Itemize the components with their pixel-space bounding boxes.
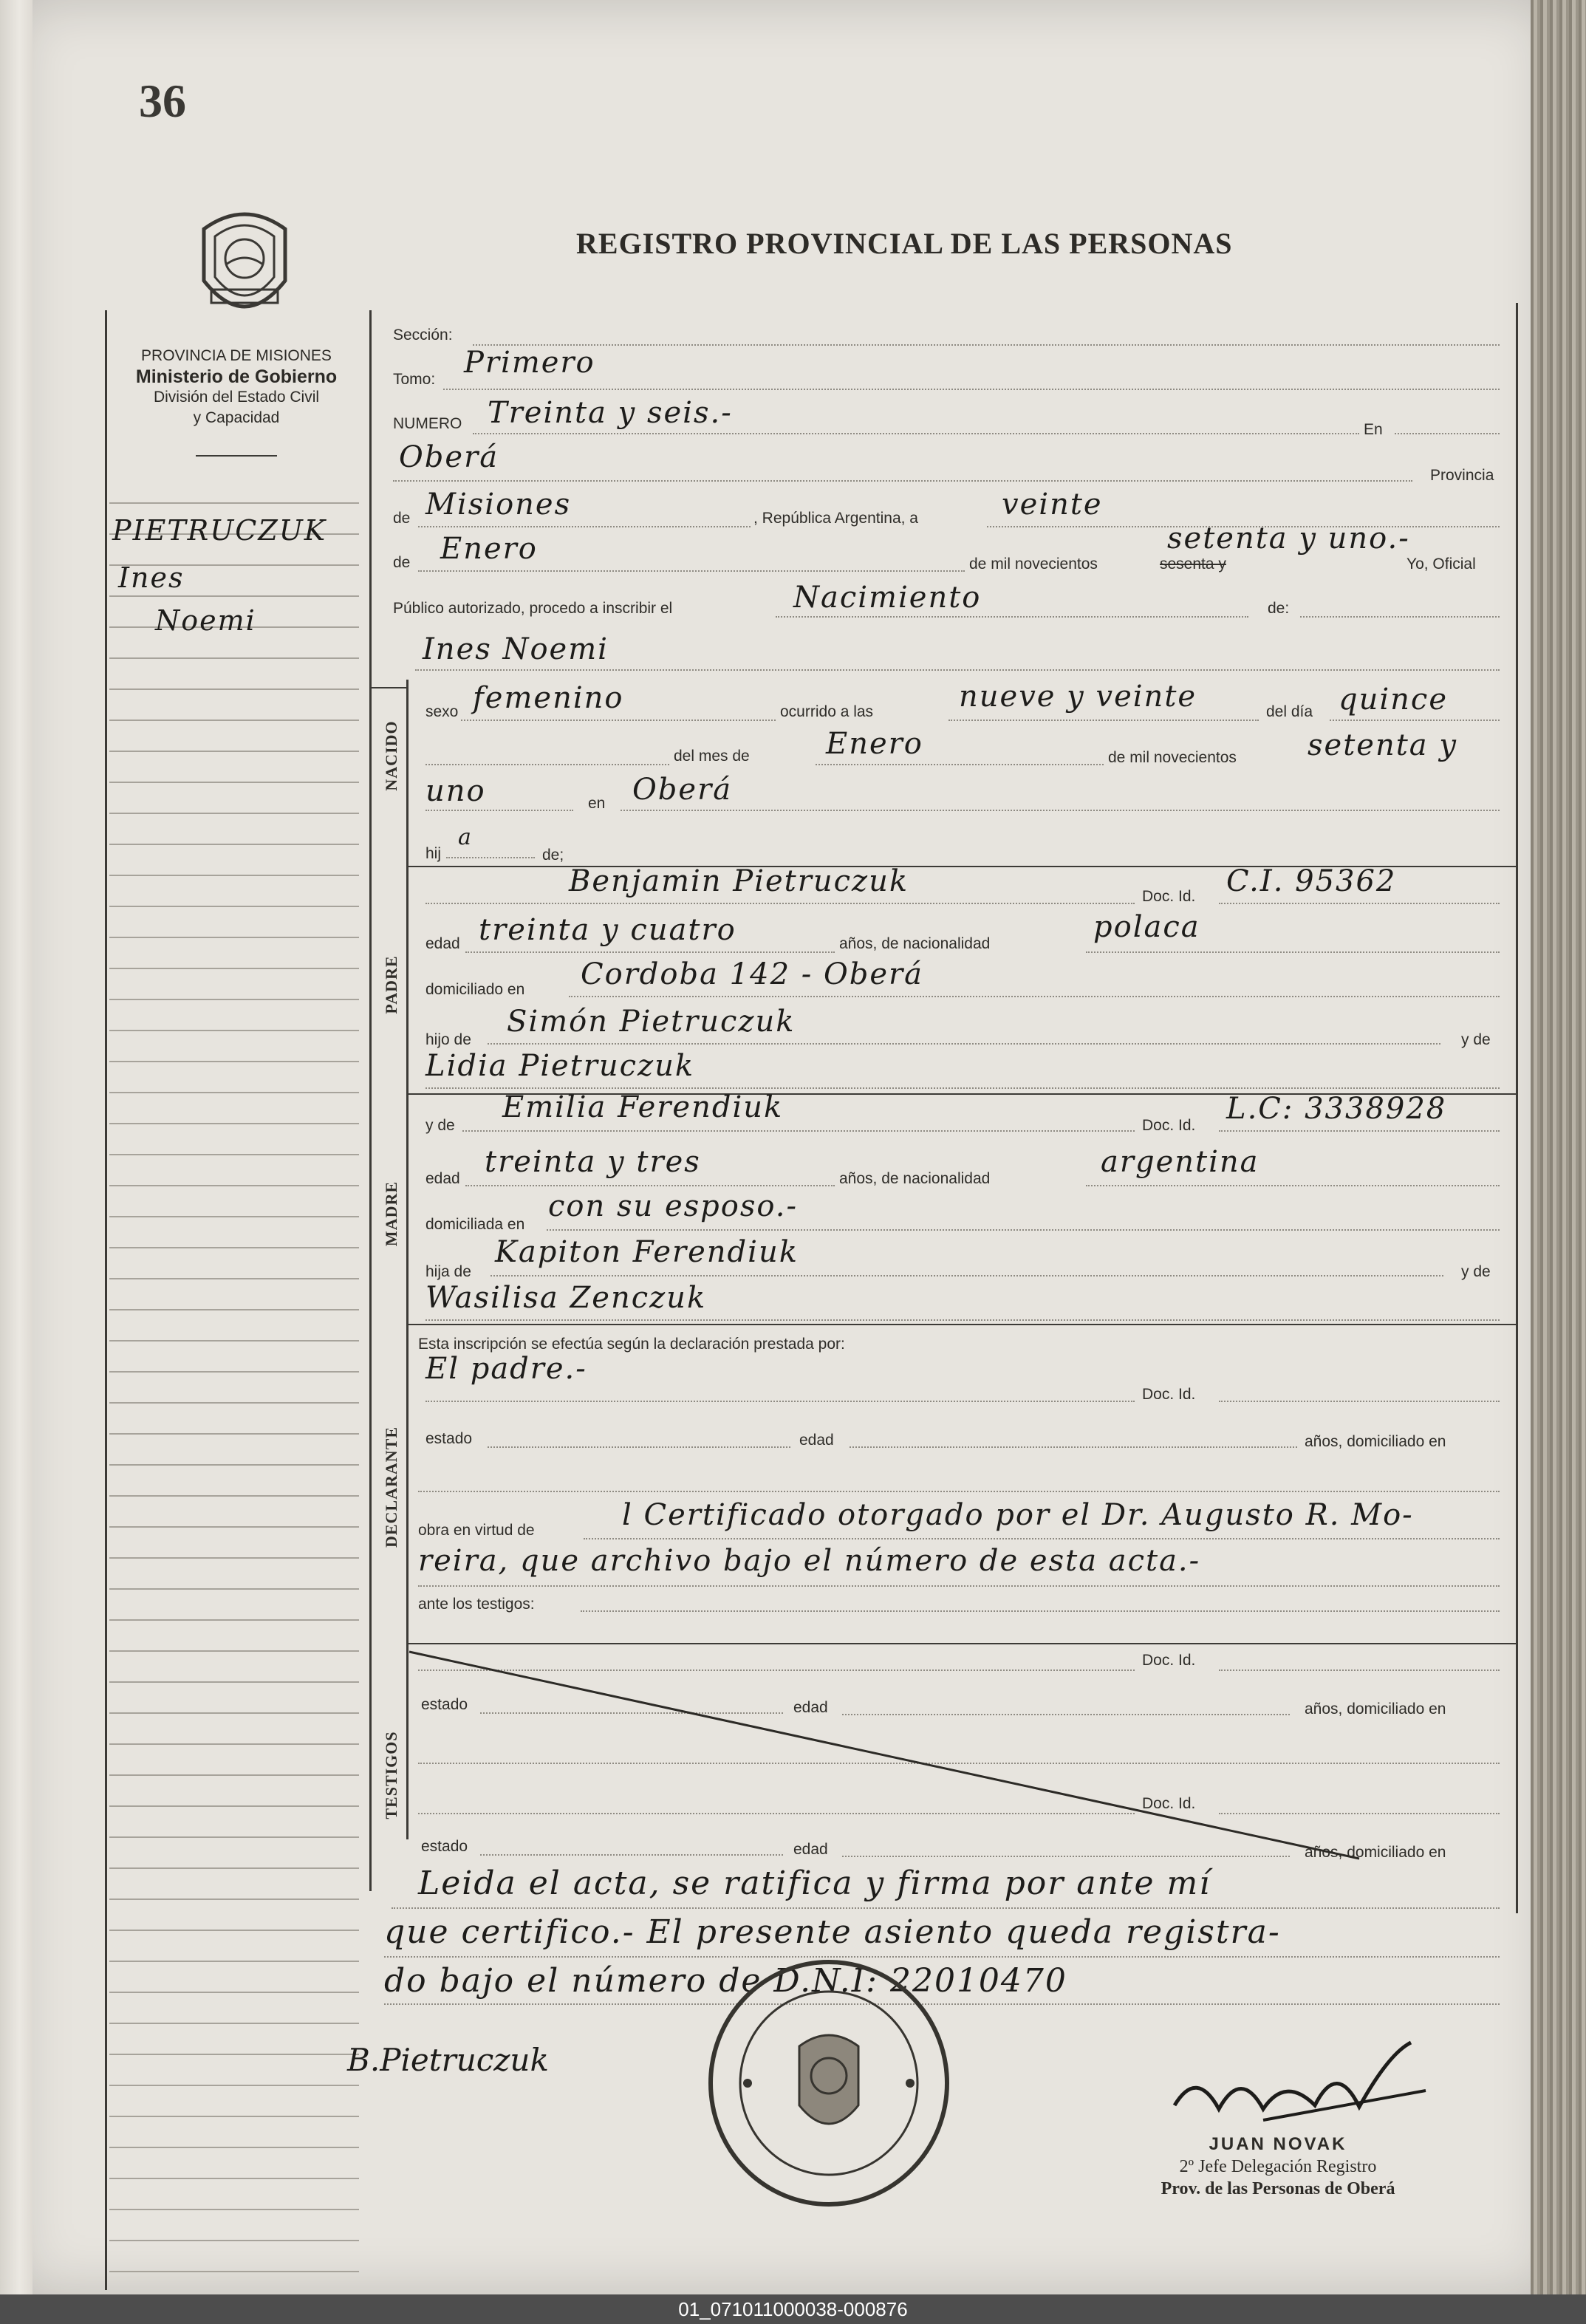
sexo-label: sexo [425,703,459,720]
margin-rule [109,1495,359,1497]
en-line [1395,433,1500,434]
margin-rule [109,502,359,504]
madre-edad-value: treinta y tres [485,1145,701,1179]
padre-dom-label: domiciliado en [425,981,525,998]
section-divider-3 [408,1324,1516,1325]
padre-doc-value: C.I. 95362 [1226,864,1397,898]
margin-rule [109,1836,359,1838]
margin-rule [109,2085,359,2086]
padre-yde-label: y de [1461,1031,1491,1048]
de-label: de [393,510,411,527]
testigo2-doc-label: Doc. Id. [1142,1795,1196,1812]
en-label: En [1364,421,1383,438]
page-title: REGISTRO PROVINCIAL DE LAS PERSONAS [576,227,1233,260]
margin-rule [109,1867,359,1869]
margin-rule [109,1154,359,1155]
abuelo-paterno-line [488,1043,1440,1045]
margin-rule [109,1309,359,1310]
madre-doc-line [1219,1130,1500,1132]
sexo-value: femenino [473,681,624,715]
numero-label: NUMERO [393,415,462,432]
lugar-value: Oberá [399,440,499,474]
margin-rule [109,1433,359,1435]
dia-value: veinte [1002,488,1103,522]
provincial-crest-icon [189,207,300,325]
madre-nac-label: años, de nacionalidad [839,1170,991,1187]
testigo1-anios-label: años, domiciliado en [1305,1701,1446,1718]
margin-second-name: Noemi [155,604,256,637]
margin-rule [109,1278,359,1279]
madre-nombre-line [462,1130,1135,1132]
abuela-materna-line [425,1319,1500,1321]
dia-nac-line [1330,720,1500,721]
margin-rule [109,1650,359,1652]
madre-nac-line [1086,1185,1500,1186]
declarante-doc-label: Doc. Id. [1142,1386,1196,1403]
ocurrido-label: ocurrido a las [780,703,874,720]
margin-rule [109,1526,359,1528]
anio-nac-value-2: uno [425,774,486,808]
abuela-materna-value: Wasilisa Zenczuk [425,1281,707,1315]
pre-mes-line [425,764,669,765]
margin-rule [109,1712,359,1714]
margin-rule [109,1557,359,1559]
testigo2-anios-label: años, domiciliado en [1305,1844,1446,1861]
right-frame-line [1516,303,1518,1913]
padre-edad-value: treinta y cuatro [479,913,736,947]
margin-rule [109,2054,359,2055]
testigo1-doc-label: Doc. Id. [1142,1652,1196,1669]
margin-rule [109,782,359,783]
tomo-value: Primero [464,346,595,380]
ministry-label: Ministerio de Gobierno [135,366,338,387]
margin-rule [109,1464,359,1466]
margin-rule [109,1216,359,1217]
tomo-line [443,389,1500,390]
province-label: PROVINCIA DE MISIONES [141,347,332,364]
official-block [1108,2133,1448,2200]
testigo1-edad-label: edad [793,1699,828,1716]
madre-dom-value: con su esposo.- [548,1189,798,1223]
ministry-header [111,346,362,428]
seccion-line [473,344,1500,346]
declarante-dom-line [418,1491,1500,1492]
margin-divider-line [369,310,372,1891]
closing-line-2: que certifico.- El presente asiento queda registra- [384,1913,1281,1951]
republica-label: , República Argentina, a [753,510,918,527]
margin-rule [109,937,359,938]
provincia-line [418,526,751,527]
publico-label: Público autorizado, procedo a inscribir el [393,600,673,617]
closing-rule-1 [392,1907,1500,1909]
abuela-paterna-line [425,1087,1500,1089]
madre-dom-line [547,1229,1500,1231]
hija-de-label: hija de [425,1263,471,1280]
testigo2-estado-label: estado [421,1838,468,1855]
margin-rule [109,1588,359,1590]
margin-rule [109,751,359,752]
margin-rule [109,1930,359,1931]
madre-section-label: MADRE [382,1180,400,1247]
page-binding-edge [0,0,33,2294]
dia-nac-value: quince [1339,683,1448,717]
padre-doc-label: Doc. Id. [1142,888,1196,905]
margin-rule [109,813,359,814]
page-stack-edge [1531,0,1586,2294]
division-label-2: y Capacidad [193,409,280,426]
sexo-line [461,720,776,721]
padre-nombre-value: Benjamin Pietruczuk [569,864,909,898]
testigos-section-label: TESTIGOS [382,1731,400,1819]
margin-rule [109,1961,359,1962]
abuelo-materno-value: Kapiton Ferendiuk [495,1235,799,1269]
mes-value: Enero [440,532,538,566]
de-hij-label: de; [542,847,564,864]
mes-nac-line [816,764,1104,765]
de-line [1300,616,1500,618]
division-label: División del Estado Civil [153,389,320,406]
padre-edad-label: edad [425,935,460,952]
margin-rule [109,968,359,969]
declaracion-intro-label: Esta inscripción se efectúa según la declaración prestada por: [418,1336,845,1353]
madre-nombre-value: Emilia Ferendiuk [502,1090,784,1124]
acto-line [776,616,1248,618]
margin-rule [109,1992,359,1993]
provincia-value: Misiones [425,488,572,522]
margin-rule [109,1030,359,1031]
obra-line-2 [418,1585,1500,1587]
section-rule [369,687,406,688]
padre-dom-line [569,996,1500,997]
margin-surname: PIETRUCZUK [112,514,327,547]
hij-line [446,857,535,858]
margin-rule [109,720,359,721]
nacido-section-label: NACIDO [382,720,400,791]
margin-rule [109,2116,359,2117]
hijo-de-label: hijo de [425,1031,471,1048]
abuelo-paterno-value: Simón Pietruczuk [507,1005,796,1039]
padre-doc-line [1219,903,1500,904]
margin-first-name: Ines [118,561,185,594]
testigos-line [581,1610,1500,1612]
hij-label: hij [425,845,442,862]
declarante-estado-label: estado [425,1430,473,1447]
margin-rule [109,1340,359,1342]
official-title-1: 2º Jefe Delegación Registro [1179,2157,1377,2176]
page-number: 36 [139,75,186,127]
divider [196,455,277,457]
oficial-label: Yo, Oficial [1406,556,1476,573]
madre-dom-label: domiciliada en [425,1216,525,1233]
margin-rule [109,999,359,1000]
hora-line [948,720,1259,721]
padre-nac-value: polaca [1093,910,1200,944]
del-dia-label: del día [1266,703,1313,720]
obra-value: l Certificado otorgado por el Dr. Augusto R. Mo- [622,1498,1414,1532]
obra-line [584,1538,1500,1539]
de-colon-label: de: [1268,600,1290,617]
margin-rule [109,1402,359,1404]
strike-through-line [406,1641,1367,1863]
provincia-label: Provincia [1430,467,1494,484]
margin-rule [109,1681,359,1683]
en-nac-label: en [588,795,606,812]
hij-value: a [458,824,473,850]
margin-rule [109,2240,359,2241]
lugar-line [393,480,1412,482]
margin-rule [109,2271,359,2272]
declarante-estado-line [488,1446,790,1448]
numero-value: Treinta y seis.- [488,396,733,430]
anio-nac-value: setenta y [1308,728,1457,762]
declarante-edad-label: edad [799,1432,834,1449]
padre-nombre-line [425,903,1135,904]
numero-line [473,433,1359,434]
margin-rule [109,875,359,876]
margin-rule [109,1123,359,1124]
margin-rule [109,844,359,845]
declarante-section-label: DECLARANTE [382,1426,400,1548]
margin-rule [109,1092,359,1093]
margin-rule [109,595,359,597]
madre-edad-line [465,1185,835,1186]
left-frame-line [105,310,107,2290]
margin-rule [109,1185,359,1186]
image-id-footer: 01_071011000038-000876 [0,2294,1586,2324]
margin-rule [109,1774,359,1776]
mil-nac-label: de mil novecientos [1108,749,1237,766]
padre-section-label: PADRE [382,955,400,1014]
sesenta-label: sesenta y [1160,556,1226,573]
official-name: JUAN NOVAK [1209,2134,1347,2154]
madre-yde-label: y de [425,1117,455,1134]
official-stamp-icon [703,1958,954,2209]
madre-edad-label: edad [425,1170,460,1187]
madre-doc-value: L.C: 3338928 [1226,1092,1447,1126]
declarante-line [425,1401,1135,1402]
padre-nac-line [1086,951,1500,953]
anio2-line [425,810,573,811]
margin-rule [109,2209,359,2210]
closing-line-1: Leida el acta, se ratifica y firma por ante mí [418,1865,1211,1902]
nombre-value: Ines Noemi [423,632,609,666]
margin-rule [109,2178,359,2179]
margin-rule [109,1371,359,1373]
testigo1-estado-label: estado [421,1696,468,1713]
mes-line [418,570,965,572]
abuela-paterna-value: Lidia Pietruczuk [425,1049,695,1083]
official-title-2: Prov. de las Personas de Oberá [1161,2179,1395,2198]
de-label-2: de [393,554,411,571]
ante-testigos-label: ante los testigos: [418,1596,535,1613]
lugar-nac-value: Oberá [632,773,733,807]
seccion-label: Sección: [393,327,453,344]
mes-nac-value: Enero [826,727,923,761]
padre-nac-label: años, de nacionalidad [839,935,991,952]
margin-rule [109,1061,359,1062]
acto-value: Nacimiento [793,581,982,615]
madre-doc-label: Doc. Id. [1142,1117,1196,1134]
mil-label: de mil novecientos [969,556,1098,573]
padre-edad-line [465,951,835,953]
declarante-value: El padre.- [425,1352,587,1386]
obra-value-2: reira, que archivo bajo el número de esta acta.- [418,1544,1201,1578]
abuelo-materno-line [491,1275,1443,1277]
margin-rule [109,1247,359,1248]
hora-value: nueve y veinte [959,680,1197,714]
margin-rule [109,657,359,659]
margin-rule [109,688,359,690]
madre-nac-value: argentina [1101,1145,1259,1179]
margin-rule [109,1805,359,1807]
margin-rule [109,2147,359,2148]
nombre-line [415,669,1500,671]
declarante-doc-line [1219,1401,1500,1402]
margin-rule [109,906,359,907]
padre-dom-value: Cordoba 142 - Oberá [581,957,923,991]
margin-rule [109,1743,359,1745]
margin-rule [109,1619,359,1621]
closing-line-3: do bajo el número de D.N.I: 22010470 [384,1962,1067,2000]
anio-value: setenta y uno.- [1167,522,1410,556]
declarante-edad-line [850,1446,1297,1448]
madre-yde-label-2: y de [1461,1263,1491,1280]
margin-rule [109,1898,359,1900]
obra-label: obra en virtud de [418,1522,535,1539]
tomo-label: Tomo: [393,371,436,388]
margin-rule [109,2023,359,2024]
lugar-nac-line [621,810,1500,811]
declarant-signature: B.Pietruczuk [347,2042,549,2078]
declarante-anios-label: años, domiciliado en [1305,1433,1446,1450]
testigo2-edad-label: edad [793,1841,828,1858]
del-mes-label: del mes de [674,748,750,765]
